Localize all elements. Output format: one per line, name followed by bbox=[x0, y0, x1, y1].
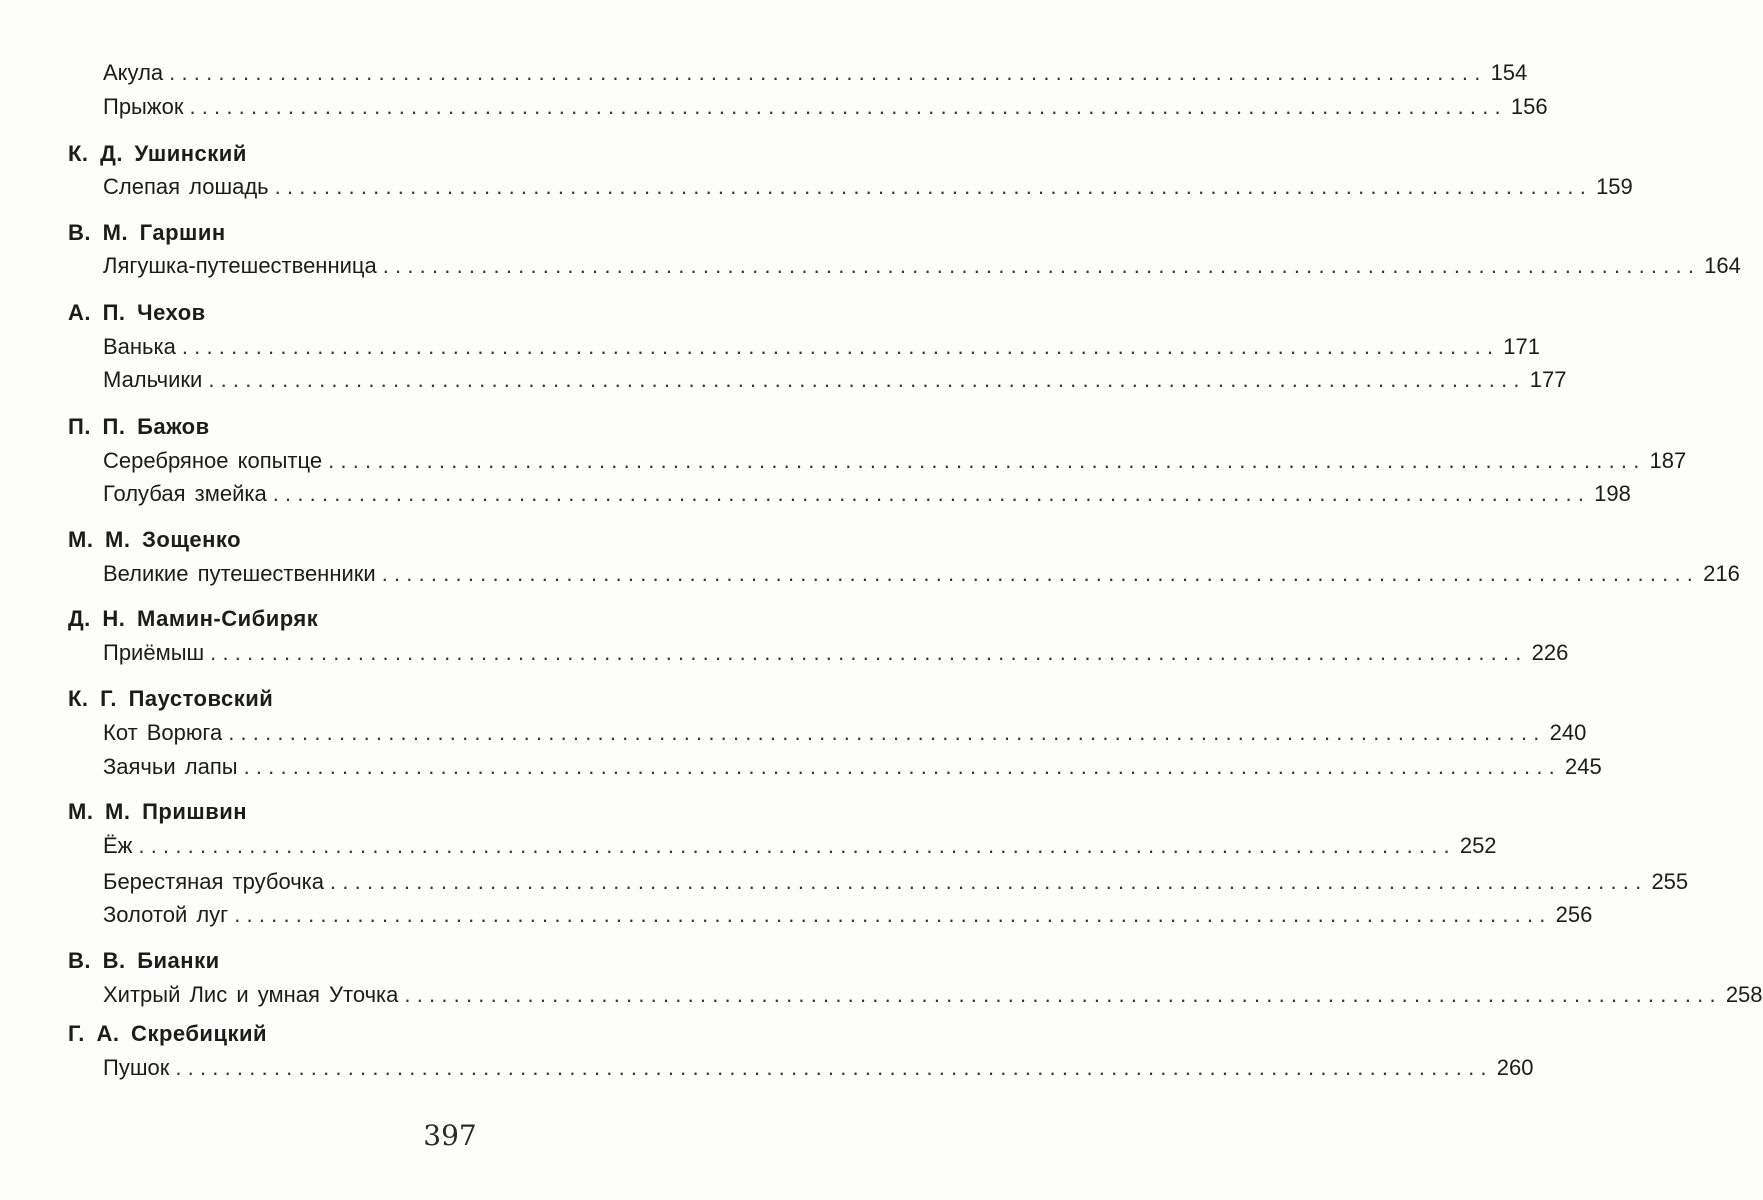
leader-dots: ........................................................................................................... bbox=[330, 869, 1648, 894]
leader-dots: ........................................................................................................... bbox=[138, 833, 1456, 858]
entry-title: Кот Ворюга bbox=[103, 720, 223, 745]
toc-entry bbox=[103, 869, 1689, 895]
toc-entry bbox=[103, 754, 1602, 780]
toc-entry bbox=[103, 174, 1633, 200]
toc-entry bbox=[103, 720, 1587, 746]
leader-dots: ........................................................................................................... bbox=[228, 720, 1546, 745]
toc-entry bbox=[103, 561, 1740, 587]
entry-title: Золотой луг bbox=[103, 902, 229, 927]
author-heading: В. М. Гаршин bbox=[68, 220, 226, 245]
entry-title: Хитрый Лис и умная Уточка bbox=[103, 982, 399, 1007]
entry-page-number: 245 bbox=[1564, 754, 1602, 779]
entry-title: Приёмыш bbox=[103, 640, 205, 665]
entry-title: Заячьи лапы bbox=[103, 754, 238, 779]
entry-page-number: 171 bbox=[1503, 334, 1541, 359]
leader-dots: ........................................................................................................... bbox=[274, 174, 1593, 199]
entry-title: Берестяная трубочка bbox=[103, 869, 325, 894]
toc-entry bbox=[103, 94, 1548, 120]
entry-title: Серебряное копытце bbox=[103, 448, 323, 473]
entry-title: Великие путешественники bbox=[103, 561, 376, 586]
leader-dots: ........................................................................................................... bbox=[210, 640, 1528, 665]
leader-dots: ........................................................................................................... bbox=[175, 1055, 1493, 1080]
toc-entry bbox=[103, 1055, 1534, 1081]
entry-title: Акула bbox=[103, 60, 164, 85]
entry-title: Ёж bbox=[103, 833, 133, 858]
entry-page-number: 260 bbox=[1496, 1055, 1534, 1080]
leader-dots: ........................................................................................................... bbox=[404, 982, 1722, 1007]
entry-title: Голубая змейка bbox=[103, 481, 267, 506]
leader-dots: ........................................................................................................... bbox=[382, 253, 1701, 278]
toc-entry bbox=[103, 982, 1763, 1008]
entry-page-number: 159 bbox=[1596, 174, 1633, 199]
toc-entry bbox=[103, 367, 1567, 393]
entry-page-number: 164 bbox=[1704, 253, 1741, 278]
entry-title: Прыжок bbox=[103, 94, 184, 119]
author-heading: К. Г. Паустовский bbox=[68, 686, 274, 711]
author-heading: В. В. Бианки bbox=[68, 948, 220, 973]
entry-page-number: 187 bbox=[1649, 448, 1687, 473]
entry-page-number: 226 bbox=[1531, 640, 1569, 665]
entry-page-number: 252 bbox=[1459, 833, 1497, 858]
leader-dots: ........................................................................................................... bbox=[234, 902, 1552, 927]
entry-page-number: 154 bbox=[1490, 60, 1528, 85]
toc-entry bbox=[103, 334, 1541, 360]
entry-title: Ванька bbox=[103, 334, 176, 359]
entry-title: Пушок bbox=[103, 1055, 170, 1080]
page-number: 397 bbox=[423, 1119, 477, 1152]
toc-entry bbox=[103, 481, 1631, 507]
entry-page-number: 216 bbox=[1703, 561, 1740, 586]
leader-dots: ........................................................................................................... bbox=[328, 448, 1646, 473]
toc-entry bbox=[103, 833, 1497, 859]
entry-page-number: 177 bbox=[1529, 367, 1567, 392]
leader-dots: ........................................................................................................... bbox=[208, 367, 1526, 392]
toc-entry bbox=[103, 253, 1741, 279]
entry-page-number: 240 bbox=[1549, 720, 1587, 745]
leader-dots: ........................................................................................................... bbox=[169, 60, 1487, 85]
toc-entry bbox=[103, 902, 1593, 928]
toc-entry bbox=[103, 640, 1569, 666]
author-heading: Д. Н. Мамин-Сибиряк bbox=[68, 606, 319, 631]
author-heading: А. П. Чехов bbox=[68, 300, 206, 325]
leader-dots: ........................................................................................................... bbox=[181, 334, 1500, 359]
leader-dots: ........................................................................................................... bbox=[189, 94, 1507, 119]
leader-dots: ........................................................................................................... bbox=[381, 561, 1700, 586]
author-heading: Г. А. Скребицкий bbox=[68, 1021, 268, 1046]
entry-title: Лягушка-путешественница bbox=[103, 253, 377, 278]
entry-page-number: 258 bbox=[1725, 982, 1763, 1007]
author-heading: М. М. Зощенко bbox=[68, 527, 242, 552]
entry-title: Мальчики bbox=[103, 367, 203, 392]
entry-page-number: 255 bbox=[1651, 869, 1689, 894]
author-heading: К. Д. Ушинский bbox=[68, 141, 247, 166]
entry-page-number: 256 bbox=[1555, 902, 1593, 927]
leader-dots: ........................................................................................................... bbox=[243, 754, 1561, 779]
toc-entry bbox=[103, 448, 1687, 474]
author-heading: П. П. Бажов bbox=[68, 414, 210, 439]
entry-title: Слепая лошадь bbox=[103, 174, 269, 199]
leader-dots: ........................................................................................................... bbox=[272, 481, 1591, 506]
entry-page-number: 156 bbox=[1510, 94, 1548, 119]
author-heading: М. М. Пришвин bbox=[68, 799, 248, 824]
entry-page-number: 198 bbox=[1594, 481, 1631, 506]
toc-entry bbox=[103, 60, 1528, 86]
